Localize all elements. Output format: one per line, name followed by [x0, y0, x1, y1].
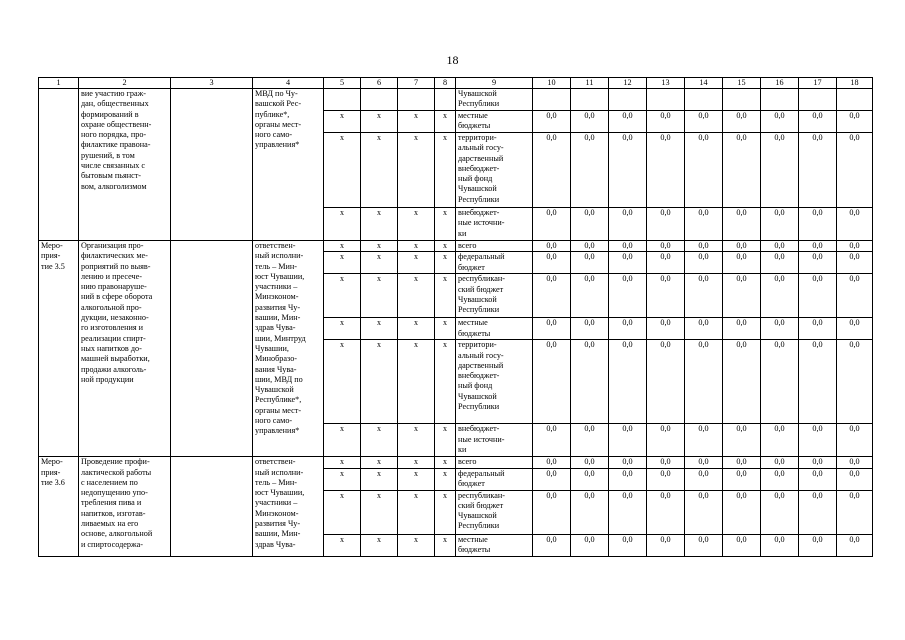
value-cell: 0,0 — [647, 252, 685, 274]
funding-source: территори- альный госу- дарственный внебюджет- ный фонд Чувашской Республики — [456, 340, 533, 424]
value-cell: 0,0 — [571, 534, 609, 556]
code-cell: х — [398, 457, 435, 468]
funding-source: федеральный бюджет — [456, 252, 533, 274]
value-cell: 0,0 — [533, 490, 571, 534]
column-header: 9 — [456, 78, 533, 89]
code-cell: х — [398, 490, 435, 534]
value-cell: 0,0 — [609, 457, 647, 468]
funding-source: республикан- ский бюджет Чувашской Республики — [456, 490, 533, 534]
code-cell: х — [361, 424, 398, 457]
funding-source: местные бюджеты — [456, 318, 533, 340]
code-cell: х — [324, 241, 361, 252]
code-cell: х — [361, 208, 398, 241]
code-cell: х — [398, 534, 435, 556]
code-cell: х — [398, 111, 435, 133]
value-cell: 0,0 — [647, 133, 685, 208]
column-header: 1 — [39, 78, 79, 89]
code-cell: х — [398, 340, 435, 424]
executors: ответствен- ный исполни- тель – Мин- юст Чувашии, участники – Минэконом- развития Чу- вашии, Мин- здрав Чува- — [253, 457, 324, 556]
column-header: 8 — [435, 78, 456, 89]
code-cell: х — [324, 468, 361, 490]
value-cell: 0,0 — [685, 490, 723, 534]
value-cell: 0,0 — [571, 208, 609, 241]
code-cell: х — [361, 274, 398, 318]
value-cell — [571, 89, 609, 111]
value-cell: 0,0 — [761, 133, 799, 208]
value-cell: 0,0 — [723, 457, 761, 468]
value-cell: 0,0 — [837, 424, 873, 457]
code-cell — [361, 89, 398, 111]
funding-source: всего — [456, 241, 533, 252]
funding-source: Чувашской Республики — [456, 89, 533, 111]
funding-source: федеральный бюджет — [456, 468, 533, 490]
value-cell: 0,0 — [799, 424, 837, 457]
code-cell: х — [435, 534, 456, 556]
code-cell: х — [361, 252, 398, 274]
code-cell: х — [361, 111, 398, 133]
column-header: 11 — [571, 78, 609, 89]
value-cell — [837, 89, 873, 111]
value-cell: 0,0 — [799, 340, 837, 424]
funding-source: внебюджет- ные источни- ки — [456, 208, 533, 241]
value-cell: 0,0 — [609, 490, 647, 534]
value-cell: 0,0 — [533, 534, 571, 556]
value-cell: 0,0 — [685, 208, 723, 241]
code-cell — [324, 89, 361, 111]
value-cell: 0,0 — [761, 457, 799, 468]
activity-label: Меро- прия- тие 3.6 — [39, 457, 79, 556]
value-cell: 0,0 — [799, 457, 837, 468]
value-cell: 0,0 — [799, 208, 837, 241]
value-cell: 0,0 — [761, 468, 799, 490]
code-cell: х — [435, 424, 456, 457]
activity-name: Проведение профи- лактической работы с населением по недопущению упо- требления пива и напитков, изготав- ливаемых на его основе, алкогольной и спиртосодержа- — [79, 457, 171, 556]
value-cell — [685, 89, 723, 111]
code-cell: х — [324, 457, 361, 468]
code-cell: х — [361, 534, 398, 556]
value-cell: 0,0 — [571, 274, 609, 318]
value-cell — [533, 89, 571, 111]
value-cell: 0,0 — [685, 241, 723, 252]
value-cell: 0,0 — [723, 318, 761, 340]
code-cell: х — [361, 133, 398, 208]
value-cell — [609, 89, 647, 111]
code-cell — [435, 89, 456, 111]
column-header: 5 — [324, 78, 361, 89]
value-cell: 0,0 — [647, 340, 685, 424]
funding-source: внебюджет- ные источни- ки — [456, 424, 533, 457]
executors: МВД по Чу- вашской Рес- публике*, органы мест- ного само- управления* — [253, 89, 324, 241]
value-cell: 0,0 — [533, 318, 571, 340]
value-cell: 0,0 — [533, 468, 571, 490]
code-cell: х — [398, 241, 435, 252]
value-cell: 0,0 — [837, 274, 873, 318]
value-cell: 0,0 — [837, 133, 873, 208]
value-cell: 0,0 — [609, 133, 647, 208]
value-cell: 0,0 — [571, 133, 609, 208]
value-cell: 0,0 — [609, 468, 647, 490]
code-cell: х — [398, 252, 435, 274]
value-cell: 0,0 — [799, 318, 837, 340]
column-header: 16 — [761, 78, 799, 89]
code-cell: х — [435, 208, 456, 241]
code-cell: х — [398, 468, 435, 490]
code-cell: х — [398, 274, 435, 318]
code-cell: х — [324, 318, 361, 340]
code-cell: х — [435, 340, 456, 424]
value-cell: 0,0 — [761, 241, 799, 252]
value-cell: 0,0 — [799, 468, 837, 490]
code-cell: х — [324, 424, 361, 457]
value-cell: 0,0 — [533, 457, 571, 468]
value-cell: 0,0 — [609, 252, 647, 274]
value-cell: 0,0 — [723, 252, 761, 274]
value-cell: 0,0 — [723, 133, 761, 208]
value-cell: 0,0 — [685, 468, 723, 490]
value-cell: 0,0 — [837, 534, 873, 556]
value-cell: 0,0 — [685, 252, 723, 274]
value-cell: 0,0 — [761, 274, 799, 318]
value-cell: 0,0 — [761, 490, 799, 534]
value-cell: 0,0 — [685, 534, 723, 556]
code-cell: х — [324, 534, 361, 556]
value-cell: 0,0 — [685, 133, 723, 208]
value-cell: 0,0 — [571, 318, 609, 340]
code-cell: х — [435, 318, 456, 340]
program-table — [38, 77, 873, 557]
value-cell: 0,0 — [647, 490, 685, 534]
value-cell: 0,0 — [799, 133, 837, 208]
column-header: 10 — [533, 78, 571, 89]
value-cell: 0,0 — [647, 457, 685, 468]
activity-name: Организация про- филактических ме- роприятий по выяв- лению и пресече- нию правонаруше- ний в сфере оборота алкогольной про- дукции, незаконно- го изготовления и реализации спирт- ных напитков до- машней выработки, продажи алкоголь- ной продукции — [79, 241, 171, 457]
value-cell: 0,0 — [723, 111, 761, 133]
code-cell: х — [398, 208, 435, 241]
value-cell: 0,0 — [571, 111, 609, 133]
value-cell: 0,0 — [533, 241, 571, 252]
value-cell: 0,0 — [533, 340, 571, 424]
column-header: 3 — [171, 78, 253, 89]
value-cell: 0,0 — [761, 252, 799, 274]
code-cell: х — [361, 457, 398, 468]
value-cell: 0,0 — [571, 457, 609, 468]
activity-label: Меро- прия- тие 3.5 — [39, 241, 79, 457]
column-header-row — [39, 78, 873, 89]
value-cell: 0,0 — [609, 241, 647, 252]
value-cell: 0,0 — [685, 274, 723, 318]
value-cell: 0,0 — [571, 241, 609, 252]
value-cell: 0,0 — [647, 468, 685, 490]
code-cell: х — [361, 468, 398, 490]
value-cell — [723, 89, 761, 111]
value-cell: 0,0 — [571, 490, 609, 534]
value-cell: 0,0 — [761, 318, 799, 340]
value-cell: 0,0 — [647, 534, 685, 556]
code-cell — [398, 89, 435, 111]
page-number: 18 — [446, 53, 459, 67]
funding-source: всего — [456, 457, 533, 468]
funding-row — [39, 457, 873, 468]
value-cell: 0,0 — [723, 490, 761, 534]
value-cell: 0,0 — [723, 274, 761, 318]
value-cell: 0,0 — [647, 111, 685, 133]
value-cell: 0,0 — [571, 340, 609, 424]
code-cell: х — [435, 111, 456, 133]
value-cell: 0,0 — [799, 252, 837, 274]
column-header: 12 — [609, 78, 647, 89]
value-cell: 0,0 — [571, 424, 609, 457]
value-cell — [761, 89, 799, 111]
code-cell: х — [324, 340, 361, 424]
code-cell: х — [435, 490, 456, 534]
value-cell — [647, 89, 685, 111]
code-cell: х — [361, 490, 398, 534]
activity-label — [39, 89, 79, 241]
column-header: 18 — [837, 78, 873, 89]
value-cell: 0,0 — [723, 241, 761, 252]
value-cell: 0,0 — [533, 133, 571, 208]
value-cell: 0,0 — [837, 457, 873, 468]
code-cell: х — [435, 241, 456, 252]
value-cell: 0,0 — [799, 490, 837, 534]
value-cell: 0,0 — [685, 318, 723, 340]
value-cell — [799, 89, 837, 111]
value-cell: 0,0 — [571, 468, 609, 490]
code-cell: х — [435, 133, 456, 208]
code-cell: х — [435, 274, 456, 318]
executors: ответствен- ный исполни- тель – Мин- юст Чувашии, участники – Минэконом- развития Чу- вашии, Мин- здрав Чува- шии, Минтруд Чувашии, Минобразо- вания Чува- шии, МВД по Чувашской Республике*, органы мест- ного само- управления* — [253, 241, 324, 457]
value-cell: 0,0 — [837, 241, 873, 252]
value-cell: 0,0 — [533, 208, 571, 241]
value-cell: 0,0 — [761, 534, 799, 556]
value-cell: 0,0 — [837, 208, 873, 241]
code-cell: х — [324, 133, 361, 208]
value-cell: 0,0 — [723, 340, 761, 424]
value-cell: 0,0 — [647, 274, 685, 318]
column-header: 7 — [398, 78, 435, 89]
value-cell: 0,0 — [799, 534, 837, 556]
value-cell: 0,0 — [533, 252, 571, 274]
value-cell: 0,0 — [533, 424, 571, 457]
code-cell: х — [398, 133, 435, 208]
funding-row — [39, 89, 873, 111]
value-cell: 0,0 — [761, 340, 799, 424]
value-cell: 0,0 — [647, 241, 685, 252]
value-cell: 0,0 — [837, 490, 873, 534]
value-cell: 0,0 — [609, 318, 647, 340]
activity-name: вие участию граж- дан, общественных формирований в охране общественн- ного порядка, про- филактике правона- рушений, в том числе связанных с бытовым пьянст- вом, алкоголизмом — [79, 89, 171, 241]
code-cell: х — [361, 241, 398, 252]
value-cell: 0,0 — [837, 252, 873, 274]
code-cell: х — [361, 318, 398, 340]
value-cell: 0,0 — [761, 208, 799, 241]
code-cell: х — [435, 468, 456, 490]
value-cell: 0,0 — [609, 534, 647, 556]
code-cell: х — [324, 111, 361, 133]
code-cell: х — [398, 318, 435, 340]
funding-source: местные бюджеты — [456, 111, 533, 133]
code-cell: х — [398, 424, 435, 457]
column-3-cell — [171, 457, 253, 556]
value-cell: 0,0 — [723, 208, 761, 241]
value-cell: 0,0 — [837, 318, 873, 340]
funding-source: местные бюджеты — [456, 534, 533, 556]
column-header: 2 — [79, 78, 171, 89]
value-cell: 0,0 — [761, 424, 799, 457]
code-cell: х — [324, 490, 361, 534]
value-cell: 0,0 — [571, 252, 609, 274]
value-cell: 0,0 — [609, 274, 647, 318]
value-cell: 0,0 — [647, 424, 685, 457]
code-cell: х — [361, 340, 398, 424]
column-header: 17 — [799, 78, 837, 89]
value-cell: 0,0 — [723, 468, 761, 490]
value-cell: 0,0 — [799, 111, 837, 133]
value-cell: 0,0 — [609, 340, 647, 424]
value-cell: 0,0 — [837, 340, 873, 424]
value-cell: 0,0 — [799, 274, 837, 318]
value-cell: 0,0 — [609, 424, 647, 457]
column-header: 15 — [723, 78, 761, 89]
code-cell: х — [435, 457, 456, 468]
code-cell: х — [435, 252, 456, 274]
code-cell: х — [324, 208, 361, 241]
column-3-cell — [171, 89, 253, 241]
funding-source: республикан- ский бюджет Чувашской Республики — [456, 274, 533, 318]
column-header: 13 — [647, 78, 685, 89]
value-cell: 0,0 — [799, 241, 837, 252]
column-header: 6 — [361, 78, 398, 89]
column-header: 4 — [253, 78, 324, 89]
value-cell: 0,0 — [609, 111, 647, 133]
value-cell: 0,0 — [685, 111, 723, 133]
value-cell: 0,0 — [609, 208, 647, 241]
value-cell: 0,0 — [533, 111, 571, 133]
value-cell: 0,0 — [723, 534, 761, 556]
funding-row — [39, 241, 873, 252]
column-header: 14 — [685, 78, 723, 89]
value-cell: 0,0 — [647, 318, 685, 340]
value-cell: 0,0 — [837, 468, 873, 490]
value-cell: 0,0 — [685, 424, 723, 457]
funding-source: территори- альный госу- дарственный внебюджет- ный фонд Чувашской Республики — [456, 133, 533, 208]
value-cell: 0,0 — [685, 340, 723, 424]
value-cell: 0,0 — [761, 111, 799, 133]
value-cell: 0,0 — [837, 111, 873, 133]
value-cell: 0,0 — [533, 274, 571, 318]
value-cell: 0,0 — [647, 208, 685, 241]
code-cell: х — [324, 274, 361, 318]
value-cell: 0,0 — [723, 424, 761, 457]
value-cell: 0,0 — [685, 457, 723, 468]
column-3-cell — [171, 241, 253, 457]
code-cell: х — [324, 252, 361, 274]
